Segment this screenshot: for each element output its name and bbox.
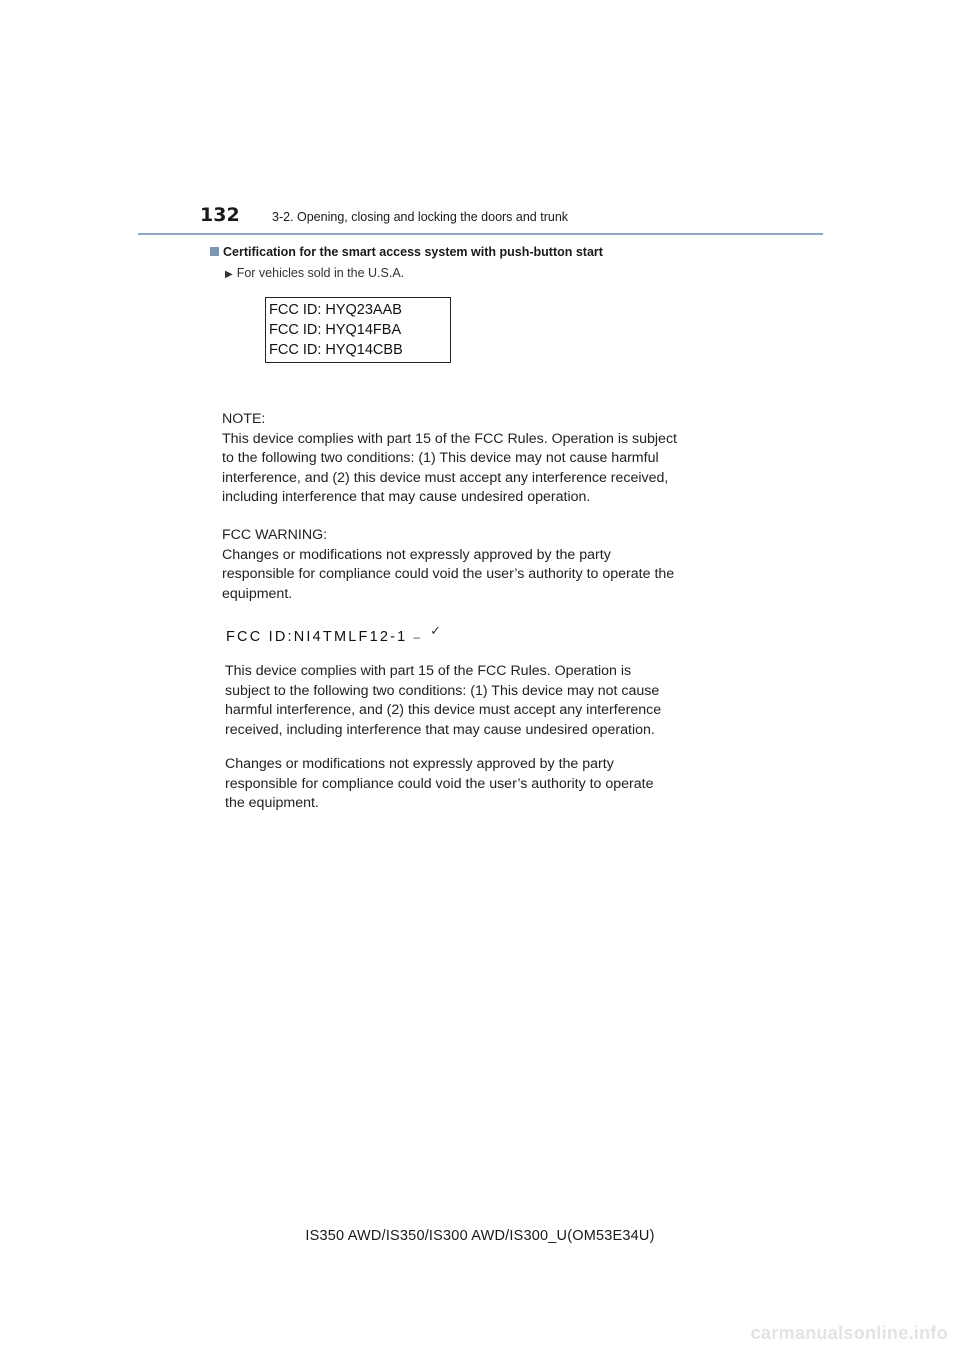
dash-mark: – <box>413 630 421 644</box>
compliance-line: received, including interference that may cause undesired operation. <box>225 721 655 738</box>
fcc-id-line: FCC ID: HYQ14FBA <box>269 322 402 338</box>
usa-vehicles-item <box>225 266 404 280</box>
fcc-id-line: FCC ID: HYQ23AAB <box>269 302 402 318</box>
compliance-line: harmful interference, and (2) this device must accept any interference <box>225 702 662 718</box>
certification-heading <box>210 245 603 259</box>
note-line: including interference that may cause undesired operation. <box>222 489 591 505</box>
changes-line: Changes or modifications not expressly approved by the party <box>225 756 614 772</box>
compliance-line: subject to the following two conditions: (1) This device may not cause <box>225 682 660 699</box>
warning-line: FCC WARNING: <box>222 527 328 543</box>
warning-line: Changes or modifications not expressly approved by the party <box>222 546 611 563</box>
changes-line: the equipment. <box>225 795 319 811</box>
fcc-id-second-text: FCC ID:NI4TMLF12-1 <box>226 629 408 645</box>
page-number: 132 <box>200 204 240 226</box>
fcc-compliance-block <box>225 662 745 740</box>
usa-vehicles-text: For vehicles sold in the U.S.A. <box>236 266 405 280</box>
header-divider <box>138 233 823 235</box>
certification-heading-text: Certification for the smart access system with push-button start <box>223 245 603 259</box>
fcc-note-block <box>222 410 742 508</box>
note-line: NOTE: <box>222 411 266 427</box>
warning-line: responsible for compliance could void the user’s authority to operate the <box>222 566 675 582</box>
fcc-id-label-box <box>265 297 451 363</box>
footer-model-code: IS350 AWD/IS350/IS300 AWD/IS300_U(OM53E34U) <box>305 1228 655 1244</box>
note-line: to the following two conditions: (1) This device may not cause harmful <box>222 450 659 466</box>
fcc-id-second-label <box>226 623 441 645</box>
warning-line: equipment. <box>222 585 293 602</box>
note-line: interference, and (2) this device must accept any interference received, <box>222 469 669 486</box>
square-bullet-icon <box>210 247 219 256</box>
watermark: carmanualsonline.info <box>750 1323 948 1343</box>
page-header <box>0 0 960 240</box>
changes-line: responsible for compliance could void the user’s authority to operate <box>225 775 654 792</box>
note-line: This device complies with part 15 of the FCC Rules. Operation is subject <box>222 430 677 447</box>
fcc-changes-block <box>225 755 745 814</box>
fcc-warning-block <box>222 526 742 604</box>
fcc-id-line: FCC ID: HYQ14CBB <box>269 342 403 358</box>
triangle-bullet-icon: ▶ <box>225 269 233 280</box>
compliance-line: This device complies with part 15 of the FCC Rules. Operation is <box>225 663 632 679</box>
check-mark-icon: ✓ <box>430 623 441 638</box>
section-title: 3-2. Opening, closing and locking the doors and trunk <box>272 210 569 224</box>
